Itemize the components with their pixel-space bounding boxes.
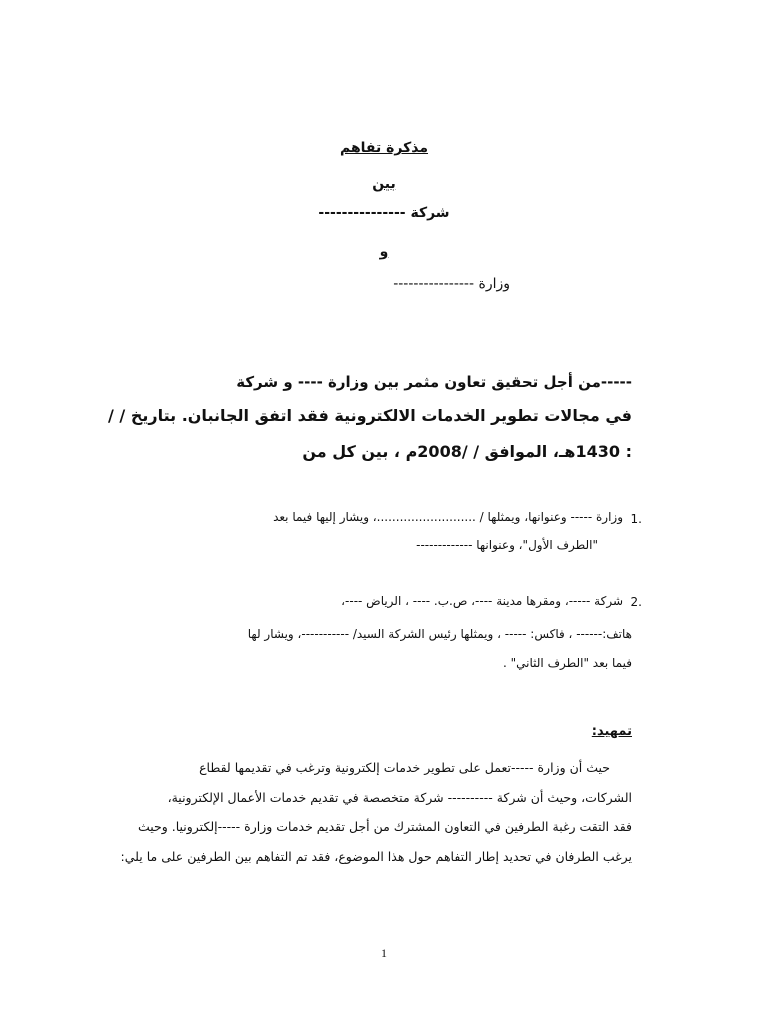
intro-line-1: -----من أجل تحقيق تعاون مثمر بين وزارة ---- و شركة: [236, 373, 632, 391]
intro-line-2: في مجالات تطوير الخدمات الالكترونية فقد اتفق الجانبان. بتاريخ / /: [108, 406, 632, 425]
item-2-line-3: فيما بعد "الطرف الثاني" .: [503, 656, 632, 670]
title-between: بين: [372, 176, 396, 192]
item-1-line-2: "الطرف الأول"، وعنوانها -------------: [416, 538, 598, 552]
document-title: مذكرة تفاهم: [339, 140, 429, 156]
item-1-line-1: وزارة ----- وعنوانها، ويمثلها / ..........................، ويشار إليها فيما بعد: [273, 510, 623, 524]
page-number: 1: [381, 946, 387, 960]
item-2-number: 2.: [630, 595, 642, 609]
item-2-line-2: هاتف:------ ، فاكس: ----- ، ويمثلها رئيس الشركة السيد/ -----------، ويشار لها: [247, 627, 632, 641]
title-company: شركة ---------------: [318, 205, 450, 221]
item-1-number: 1.: [630, 512, 642, 526]
preamble-line-1: حيث أن وزارة -----تعمل على تطوير خدمات إلكترونية وترغب في تقديمها لقطاع: [199, 760, 610, 775]
preamble-line-4: يرغب الطرفان في تحديد إطار التفاهم حول هذا الموضوع، فقد تم التفاهم بين الطرفين على ما يلي:: [120, 849, 632, 864]
item-2-line-1: شركة -----، ومقرها مدينة ----، ص.ب. ---- ، الرياض ----،: [341, 594, 623, 608]
intro-line-3: : 1430هـ، الموافق / /2008م ، بين كل من: [302, 442, 632, 461]
title-and: و: [379, 244, 389, 260]
title-ministry: وزارة ----------------: [393, 276, 510, 292]
preamble-heading: تمهيد:: [591, 724, 632, 739]
preamble-line-2: الشركات، وحيث أن شركة ---------- شركة متخصصة في تقديم خدمات الأعمال الإلكترونية،: [167, 790, 632, 805]
preamble-line-3: فقد التقت رغبة الطرفين في التعاون المشترك من أجل تقديم خدمات وزارة -----إلكترونيا. وحيث: [137, 819, 632, 834]
